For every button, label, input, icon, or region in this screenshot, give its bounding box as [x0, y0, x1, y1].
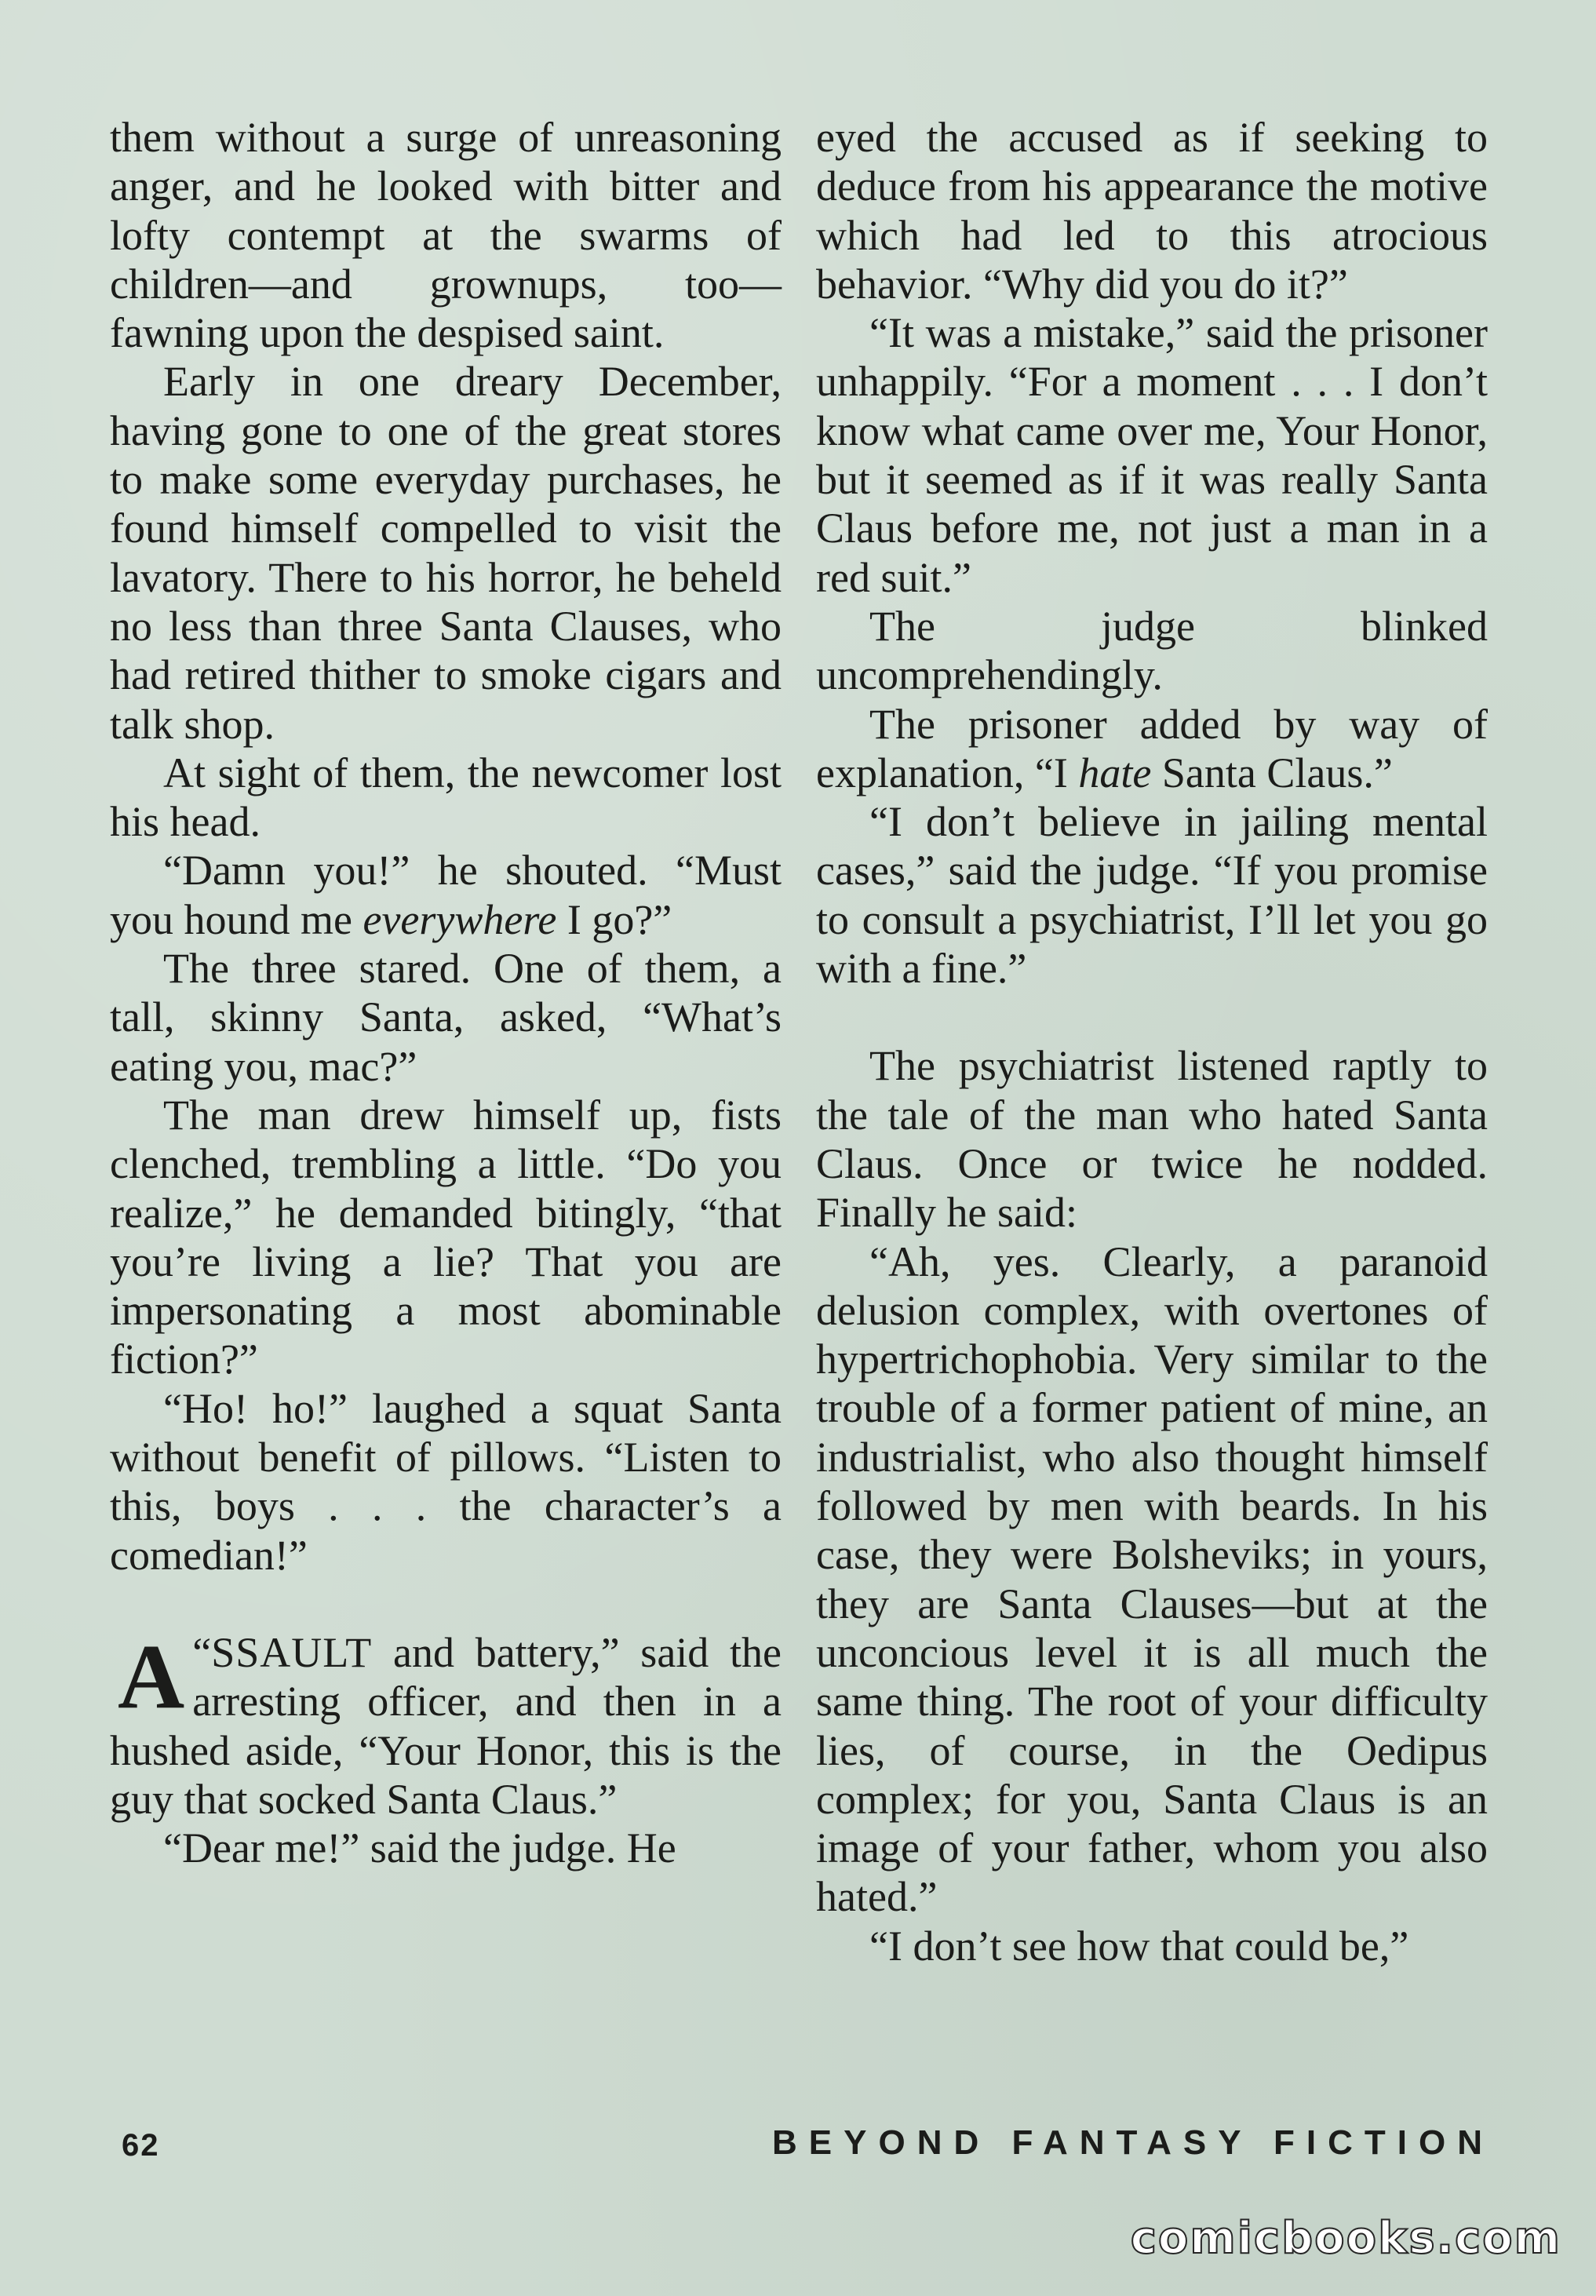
- paragraph: The psychiatrist listened raptly to the tale of the man who hated Santa Claus. Once or twice he nodded. Finally he said:: [816, 1042, 1488, 1237]
- paragraph: The three stared. One of them, a tall, skinny Santa, asked, “What’s eating you, mac?”: [110, 945, 782, 1090]
- paragraph: Early in one dreary December, having gone to one of the great stores to make some everyday purchases, he found himself compelled to visit the lavatory. There to his horror, he beheld no less than three Santa Clauses, who had retired thither to smoke cigars and talk shop.: [110, 358, 782, 748]
- small-caps-word: SSAULT: [211, 1628, 373, 1676]
- page-number: 62: [122, 2128, 160, 2163]
- paragraph: “Ah, yes. Clearly, a paranoid delusion complex, with overtones of hypertrichophobia. Very similar to the trouble of a former patient of mine, an industrialist, who also thought himself followed by men with beards. In his case, they were Bolsheviks; in yours, they are Santa Clauses—but at the unconcious level it is all much the same thing. The root of your difficulty lies, of course, in the Oedipus complex; for you, Santa Claus is an image of your father, whom you also hated.”: [816, 1237, 1488, 1921]
- watermark: comicbooks.com: [1130, 2213, 1561, 2264]
- paragraph: The judge blinked uncomprehendingly.: [816, 602, 1488, 699]
- paragraph: At sight of them, the newcomer lost his head.: [110, 749, 782, 846]
- paragraph: The man drew himself up, fists clenched, trembling a little. “Do you realize,” he demanded bitingly, “that you’re living a lie? That you are impersonating a most abominable fiction?”: [110, 1091, 782, 1383]
- emphasis: hate: [1078, 749, 1152, 796]
- paragraph: [816, 700, 1488, 798]
- paragraph: “It was a mistake,” said the prisoner unhappily. “For a moment . . . I don’t know what came over me, Your Honor, but it seemed as if it was really Santa Claus before me, not just a man in a red suit.”: [816, 309, 1488, 601]
- text-run: I go?”: [556, 895, 672, 943]
- paragraph: “I don’t believe in jailing mental cases,” said the judge. “If you promise to consult a psychiatrist, I’ll let you go with a fine.”: [816, 798, 1488, 993]
- text-run: Santa Claus.”: [1151, 749, 1393, 796]
- drop-cap: A: [118, 1624, 185, 1728]
- text-run: “Damn you!” he shouted. “Must you hound me: [110, 847, 782, 943]
- paragraph: [110, 846, 782, 944]
- text-run: and battery,” said the arresting officer, and then in a hushed aside, “Your Honor, this is the guy that socked Santa Claus.”: [110, 1628, 782, 1823]
- running-footer-title: BEYOND FANTASY FICTION: [772, 2123, 1494, 2162]
- paragraph: eyed the accused as if seeking to deduce from his appearance the motive which had led to this atrocious behavior. “Why did you do it?”: [816, 114, 1488, 308]
- emphasis: everywhere: [363, 895, 557, 943]
- text-run: The prisoner added by way of explanation, “I: [816, 700, 1488, 796]
- left-column: [110, 113, 782, 1872]
- right-column: [816, 113, 1488, 1970]
- paragraph: them without a surge of unreasoning anger, and he looked with bitter and lofty contempt at the swarms of children—and grownups, too—fawning upon the despised saint.: [110, 114, 782, 357]
- paragraph: “I don’t see how that could be,”: [869, 1922, 1409, 1970]
- opening-quote: “: [192, 1628, 212, 1676]
- paragraph: “Ho! ho!” laughed a squat Santa without benefit of pillows. “Listen to this, boys . . . the character’s a comedian!”: [110, 1384, 782, 1579]
- paragraph: “Dear me!” said the judge. He: [163, 1824, 676, 1872]
- section-opening-paragraph: [110, 1624, 782, 1824]
